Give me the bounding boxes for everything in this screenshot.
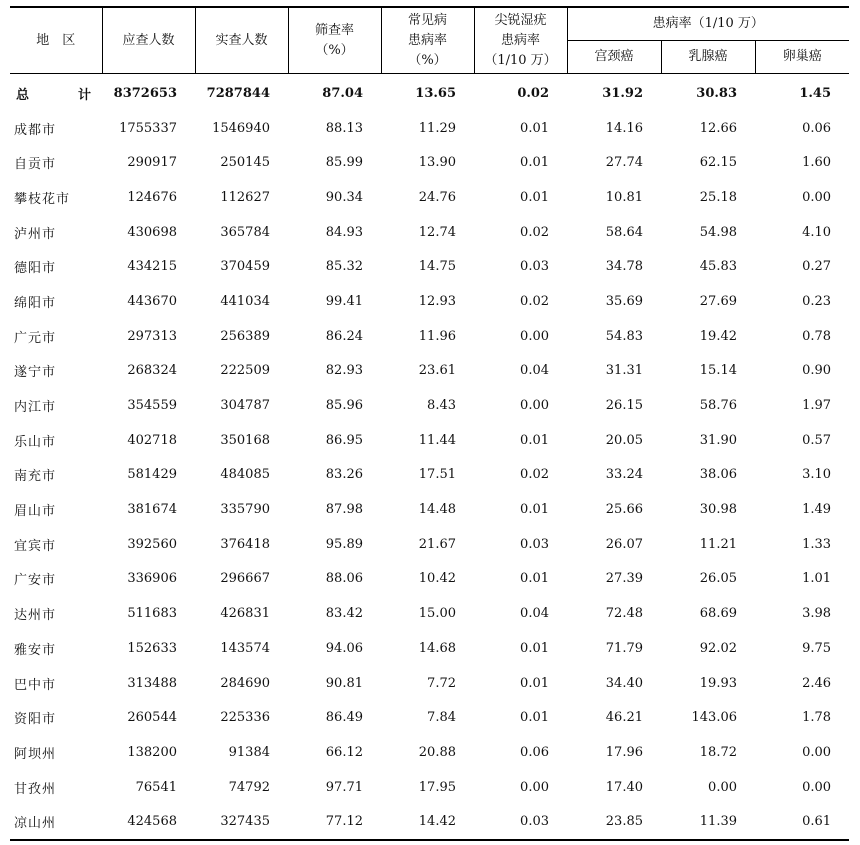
cell-breast-rate: 26.05 — [699, 571, 737, 587]
cell-breast-rate: 143.06 — [691, 710, 737, 726]
cell-breast-rate: 15.14 — [699, 363, 737, 379]
cell-common-rate: 24.76 — [418, 189, 456, 205]
cell-common-rate: 11.96 — [418, 328, 456, 344]
header-cervical: 宫颈癌 — [567, 41, 661, 74]
cell-screen-rate: 86.49 — [325, 710, 363, 726]
cell-actual-screen: 376418 — [220, 536, 270, 552]
cell-breast-rate: 45.83 — [699, 259, 737, 275]
cell-condyloma-rate: 0.01 — [520, 502, 549, 518]
cell-region: 攀枝花市 — [14, 191, 71, 207]
cell-region: 眉山市 — [14, 504, 57, 520]
table-row — [10, 596, 849, 631]
cell-condyloma-rate: 0.04 — [520, 363, 549, 379]
table-row — [10, 804, 849, 840]
cell-breast-rate: 11.39 — [661, 804, 755, 840]
cell-region: 成都市 — [14, 122, 57, 138]
cell-should-screen: 430698 — [127, 224, 177, 240]
cell-screen-rate: 87.04 — [322, 85, 363, 101]
header-screen-rate-line2: （%） — [315, 42, 354, 58]
cell-common-rate: 15.00 — [418, 606, 456, 622]
cell-actual-screen: 256389 — [220, 328, 270, 344]
cell-breast-rate: 92.02 — [699, 640, 737, 656]
cell-should-screen: 138200 — [127, 744, 177, 760]
cell-condyloma-rate: 0.06 — [520, 744, 549, 760]
cell-condyloma-rate: 0.01 — [520, 640, 549, 656]
cell-condyloma-rate: 0.01 — [520, 120, 549, 136]
cell-ovarian-rate: 9.75 — [802, 640, 832, 656]
cell-ovarian-rate: 1.49 — [802, 502, 832, 518]
cell-common-rate: 17.51 — [418, 467, 456, 483]
cell-region: 内江市 — [14, 400, 57, 416]
cell-ovarian-rate: 1.33 — [802, 536, 832, 552]
cell-region: 总 计 — [16, 87, 110, 103]
cell-screen-rate: 83.42 — [325, 606, 363, 622]
cell-actual-screen: 250145 — [220, 155, 270, 171]
cell-screen-rate: 83.26 — [325, 467, 363, 483]
cell-region: 南充市 — [14, 469, 57, 485]
cell-ovarian-rate: 1.60 — [802, 155, 832, 171]
cell-screen-rate: 90.81 — [325, 675, 363, 691]
cell-actual-screen: 91384 — [228, 744, 270, 760]
cell-cervical-rate: 25.66 — [605, 502, 643, 518]
cell-region: 雅安市 — [14, 642, 57, 658]
cell-breast-rate: 30.83 — [696, 85, 737, 101]
cell-actual-screen: 370459 — [220, 259, 270, 275]
cell-actual-screen: 1546940 — [212, 120, 270, 136]
cell-actual-screen: 484085 — [220, 467, 270, 483]
cell-cervical-rate: 27.74 — [605, 155, 643, 171]
header-common-rate-line2: 患病率 — [407, 32, 447, 48]
cell-ovarian-rate: 4.10 — [802, 224, 832, 240]
table-row — [10, 388, 849, 423]
cell-should-screen: 124676 — [127, 189, 177, 205]
cell-screen-rate: 97.71 — [325, 779, 363, 795]
header-screen-rate — [288, 7, 381, 74]
header-common-rate-line3: （%） — [408, 52, 447, 68]
header-condyloma-line3: （1/10 万） — [484, 52, 557, 68]
cell-ovarian-rate: 1.01 — [802, 571, 832, 587]
cell-cervical-rate: 35.69 — [605, 293, 643, 309]
cell-region: 乐山市 — [14, 434, 57, 450]
header-condyloma-line2: 患病率 — [500, 32, 540, 48]
table-row — [10, 284, 849, 319]
cell-cervical-rate: 46.21 — [605, 710, 643, 726]
cell-should-screen: 581429 — [127, 467, 177, 483]
cell-common-rate: 8.43 — [427, 398, 456, 414]
cell-cervical-rate: 14.16 — [605, 120, 643, 136]
cell-condyloma-rate: 0.01 — [520, 571, 549, 587]
cell-ovarian-rate: 0.61 — [755, 804, 849, 840]
cell-common-rate: 13.90 — [418, 155, 456, 171]
cell-condyloma-rate: 0.01 — [520, 155, 549, 171]
cell-actual-screen: 365784 — [220, 224, 270, 240]
cell-ovarian-rate: 3.98 — [802, 606, 832, 622]
cell-screen-rate: 84.93 — [325, 224, 363, 240]
cell-region: 自贡市 — [14, 157, 57, 173]
cell-ovarian-rate: 3.10 — [802, 467, 832, 483]
cell-ovarian-rate: 1.97 — [802, 398, 832, 414]
header-breast: 乳腺癌 — [661, 41, 755, 74]
cell-should-screen: 511683 — [127, 606, 177, 622]
cell-cervical-rate: 23.85 — [567, 804, 661, 840]
cell-screen-rate: 85.32 — [325, 259, 363, 275]
table-body — [10, 74, 849, 841]
cell-breast-rate: 31.90 — [699, 432, 737, 448]
table-row — [10, 423, 849, 458]
cell-common-rate: 11.44 — [418, 432, 456, 448]
cell-cervical-rate: 34.40 — [605, 675, 643, 691]
cell-actual-screen: 7287844 — [206, 85, 270, 101]
table-row — [10, 111, 849, 146]
cell-cervical-rate: 27.39 — [605, 571, 643, 587]
cell-common-rate: 23.61 — [418, 363, 456, 379]
cell-screen-rate: 94.06 — [325, 640, 363, 656]
cell-common-rate: 12.93 — [418, 293, 456, 309]
cell-should-screen: 392560 — [127, 536, 177, 552]
cell-cervical-rate: 71.79 — [605, 640, 643, 656]
cell-common-rate: 20.88 — [418, 744, 456, 760]
cell-ovarian-rate: 0.27 — [802, 259, 832, 275]
cell-screen-rate: 87.98 — [325, 502, 363, 518]
cell-actual-screen: 335790 — [220, 502, 270, 518]
cell-screen-rate: 66.12 — [325, 744, 363, 760]
header-condyloma-rate — [474, 7, 567, 74]
table-row — [10, 458, 849, 493]
cell-condyloma-rate: 0.02 — [520, 224, 549, 240]
cell-ovarian-rate: 0.00 — [802, 189, 832, 205]
cell-should-screen: 76541 — [135, 779, 177, 795]
cell-condyloma-rate: 0.03 — [520, 536, 549, 552]
cell-region: 巴中市 — [14, 677, 57, 693]
cell-region: 宜宾市 — [14, 538, 57, 554]
cell-actual-screen: 222509 — [220, 363, 270, 379]
cell-cervical-rate: 10.81 — [605, 189, 643, 205]
cell-should-screen: 290917 — [127, 155, 177, 171]
cell-common-rate: 13.65 — [415, 85, 456, 101]
cell-region: 达州市 — [14, 608, 57, 624]
table-row — [10, 735, 849, 770]
cell-condyloma-rate: 0.02 — [517, 85, 549, 101]
cell-actual-screen: 350168 — [220, 432, 270, 448]
cell-screen-rate: 86.95 — [325, 432, 363, 448]
cell-region: 甘孜州 — [14, 781, 57, 797]
cell-condyloma-rate: 0.02 — [520, 293, 549, 309]
cell-ovarian-rate: 0.78 — [802, 328, 832, 344]
cell-common-rate: 14.75 — [418, 259, 456, 275]
cell-breast-rate: 19.93 — [699, 675, 737, 691]
cell-should-screen: 8372653 — [113, 85, 177, 101]
cell-should-screen: 354559 — [127, 398, 177, 414]
cell-condyloma-rate: 0.03 — [474, 804, 567, 840]
cell-should-screen: 443670 — [127, 293, 177, 309]
cell-condyloma-rate: 0.00 — [520, 398, 549, 414]
cell-actual-screen: 143574 — [220, 640, 270, 656]
cell-screen-rate: 85.96 — [325, 398, 363, 414]
cell-ovarian-rate: 1.78 — [802, 710, 832, 726]
cell-common-rate: 21.67 — [418, 536, 456, 552]
cell-actual-screen: 74792 — [228, 779, 270, 795]
cell-condyloma-rate: 0.01 — [520, 189, 549, 205]
cell-region: 绵阳市 — [14, 295, 57, 311]
cell-breast-rate: 25.18 — [699, 189, 737, 205]
cell-screen-rate: 82.93 — [325, 363, 363, 379]
header-region: 地 区 — [36, 32, 76, 48]
cell-cervical-rate: 54.83 — [605, 328, 643, 344]
cell-actual-screen: 296667 — [220, 571, 270, 587]
cell-region: 凉山州 — [10, 804, 102, 840]
header-common-rate — [381, 7, 474, 74]
cell-cervical-rate: 20.05 — [605, 432, 643, 448]
cell-cervical-rate: 34.78 — [605, 259, 643, 275]
cell-condyloma-rate: 0.02 — [520, 467, 549, 483]
table-row — [10, 631, 849, 666]
cell-screen-rate: 90.34 — [325, 189, 363, 205]
table-row — [10, 354, 849, 389]
cell-common-rate: 10.42 — [418, 571, 456, 587]
cell-should-screen: 313488 — [127, 675, 177, 691]
cell-should-screen: 336906 — [127, 571, 177, 587]
cell-condyloma-rate: 0.01 — [520, 432, 549, 448]
cell-cervical-rate: 17.96 — [605, 744, 643, 760]
cell-common-rate: 7.84 — [427, 710, 456, 726]
header-cancer-group: 患病率（1/10 万） — [567, 7, 849, 41]
cell-actual-screen: 426831 — [220, 606, 270, 622]
cell-region: 德阳市 — [14, 261, 57, 277]
cell-should-screen: 1755337 — [119, 120, 177, 136]
cell-should-screen: 260544 — [127, 710, 177, 726]
screening-table-container — [10, 6, 849, 841]
cell-breast-rate: 27.69 — [699, 293, 737, 309]
table-row — [10, 700, 849, 735]
table-row — [10, 249, 849, 284]
cell-screen-rate: 88.06 — [325, 571, 363, 587]
cell-actual-screen: 112627 — [220, 189, 270, 205]
table-row — [10, 770, 849, 805]
cell-cervical-rate: 72.48 — [605, 606, 643, 622]
cell-breast-rate: 0.00 — [708, 779, 737, 795]
cell-condyloma-rate: 0.00 — [520, 779, 549, 795]
cell-should-screen: 297313 — [127, 328, 177, 344]
cell-actual-screen: 327435 — [195, 804, 288, 840]
cell-breast-rate: 18.72 — [699, 744, 737, 760]
cell-actual-screen: 441034 — [220, 293, 270, 309]
cell-should-screen: 381674 — [127, 502, 177, 518]
cell-should-screen: 152633 — [127, 640, 177, 656]
cell-cervical-rate: 26.15 — [605, 398, 643, 414]
table-row — [10, 319, 849, 354]
header-should-screen: 应查人数 — [102, 7, 195, 74]
cell-should-screen: 402718 — [127, 432, 177, 448]
cell-ovarian-rate: 0.00 — [802, 744, 832, 760]
cell-common-rate: 7.72 — [427, 675, 456, 691]
cell-breast-rate: 38.06 — [699, 467, 737, 483]
cell-region: 广元市 — [14, 330, 57, 346]
table-header — [10, 7, 849, 74]
cell-condyloma-rate: 0.03 — [520, 259, 549, 275]
cell-breast-rate: 58.76 — [699, 398, 737, 414]
cell-cervical-rate: 58.64 — [605, 224, 643, 240]
cell-breast-rate: 30.98 — [699, 502, 737, 518]
cell-breast-rate: 11.21 — [699, 536, 737, 552]
cell-actual-screen: 284690 — [220, 675, 270, 691]
cell-actual-screen: 304787 — [220, 398, 270, 414]
cell-breast-rate: 12.66 — [699, 120, 737, 136]
cell-common-rate: 14.42 — [381, 804, 474, 840]
cell-actual-screen: 225336 — [220, 710, 270, 726]
table-row — [10, 180, 849, 215]
table-row — [10, 215, 849, 250]
cell-common-rate: 12.74 — [418, 224, 456, 240]
cell-ovarian-rate: 0.90 — [802, 363, 832, 379]
cell-ovarian-rate: 0.23 — [802, 293, 832, 309]
table-row — [10, 666, 849, 701]
table-row-total — [10, 74, 849, 111]
cell-breast-rate: 19.42 — [699, 328, 737, 344]
cell-condyloma-rate: 0.01 — [520, 710, 549, 726]
cell-condyloma-rate: 0.01 — [520, 675, 549, 691]
table-row — [10, 562, 849, 597]
cell-screen-rate: 86.24 — [325, 328, 363, 344]
cell-breast-rate: 68.69 — [699, 606, 737, 622]
cell-ovarian-rate: 0.00 — [802, 779, 832, 795]
cell-region: 广安市 — [14, 573, 57, 589]
cell-should-screen: 424568 — [102, 804, 195, 840]
table-row — [10, 527, 849, 562]
cell-breast-rate: 54.98 — [699, 224, 737, 240]
cell-common-rate: 17.95 — [418, 779, 456, 795]
cell-region: 阿坝州 — [14, 746, 57, 762]
cell-cervical-rate: 33.24 — [605, 467, 643, 483]
cell-condyloma-rate: 0.04 — [520, 606, 549, 622]
cell-ovarian-rate: 1.45 — [799, 85, 832, 101]
cell-screen-rate: 85.99 — [325, 155, 363, 171]
cell-cervical-rate: 26.07 — [605, 536, 643, 552]
cell-cervical-rate: 17.40 — [605, 779, 643, 795]
table-row — [10, 145, 849, 180]
table-row — [10, 492, 849, 527]
header-condyloma-line1: 尖锐湿疣 — [494, 12, 547, 28]
header-screen-rate-line1: 筛查率 — [314, 22, 354, 38]
cell-region: 泸州市 — [14, 226, 57, 242]
cell-ovarian-rate: 0.06 — [802, 120, 832, 136]
cell-ovarian-rate: 0.57 — [802, 432, 832, 448]
header-ovarian: 卵巢癌 — [755, 41, 849, 74]
header-common-rate-line1: 常见病 — [407, 12, 447, 28]
header-actual-screen: 实查人数 — [195, 7, 288, 74]
cell-should-screen: 434215 — [127, 259, 177, 275]
cell-condyloma-rate: 0.00 — [520, 328, 549, 344]
cell-breast-rate: 62.15 — [699, 155, 737, 171]
cell-cervical-rate: 31.92 — [602, 85, 643, 101]
cell-screen-rate: 95.89 — [325, 536, 363, 552]
cell-cervical-rate: 31.31 — [605, 363, 643, 379]
cell-region: 资阳市 — [14, 712, 57, 728]
cell-screen-rate: 99.41 — [325, 293, 363, 309]
cell-common-rate: 11.29 — [418, 120, 456, 136]
screening-table — [10, 6, 849, 841]
cell-region: 遂宁市 — [14, 365, 57, 381]
cell-common-rate: 14.48 — [418, 502, 456, 518]
cell-common-rate: 14.68 — [418, 640, 456, 656]
cell-screen-rate: 88.13 — [325, 120, 363, 136]
cell-ovarian-rate: 2.46 — [802, 675, 832, 691]
cell-should-screen: 268324 — [127, 363, 177, 379]
cell-screen-rate: 77.12 — [288, 804, 381, 840]
